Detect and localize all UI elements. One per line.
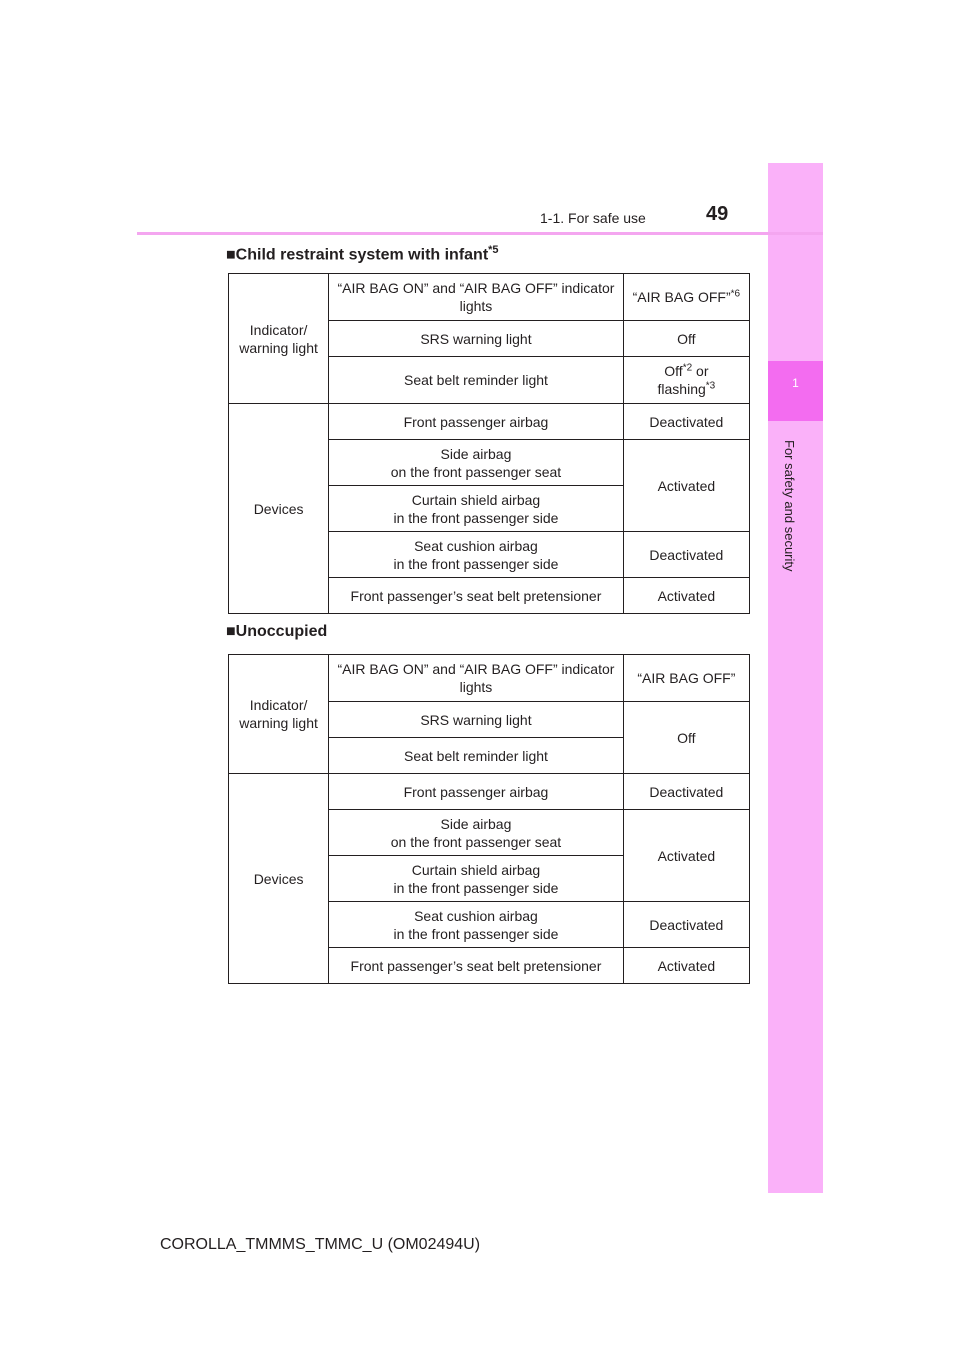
seatbelt-value: Off$^{*2}$ or flashing$^{*3}$ (623, 357, 749, 404)
footer-doc-id: COROLLA_TMMMS_TMMC_U (OM02494U) (160, 1236, 481, 1253)
section-heading-unoccupied (226, 623, 327, 641)
table-row (229, 274, 750, 321)
heading-text: Unoccupied (235, 623, 328, 640)
pretensioner-value: Activated (623, 948, 749, 984)
heading-text: Child restraint system with infant (235, 246, 489, 264)
table-row (229, 774, 750, 810)
devices-label-cell: Devices (229, 404, 329, 614)
curtain-airbag-cell: Curtain shield airbag in the front passenger side (329, 856, 624, 902)
footnote-ref: *5 (488, 244, 499, 256)
pretensioner-cell: Front passenger’s seat belt pretensioner (329, 578, 624, 614)
side-airbag-cell: Side airbag on the front passenger seat (329, 440, 624, 486)
srs-cell: SRS warning light (329, 321, 624, 357)
srs-cell: SRS warning light (329, 702, 624, 738)
table-row (229, 655, 750, 702)
front-airbag-cell: Front passenger airbag (329, 404, 624, 440)
side-curtain-value: Activated (623, 440, 749, 532)
seatbelt-cell: Seat belt reminder light (329, 357, 624, 404)
front-airbag-value: Deactivated (623, 404, 749, 440)
srs-value: Off (623, 321, 749, 357)
page-number: 49 (706, 203, 729, 225)
infant-status-table (228, 273, 750, 614)
airbag-lights-value: “AIR BAG OFF”$^{*6}$ (623, 274, 749, 321)
side-curtain-value: Activated (623, 810, 749, 902)
airbag-lights-cell: “AIR BAG ON” and “AIR BAG OFF” indicator lights (329, 274, 624, 321)
bullet-square: ■ (226, 246, 236, 264)
header-rule (137, 232, 823, 235)
chapter-number-tab (768, 361, 823, 421)
unoccupied-status-table (228, 654, 750, 984)
pretensioner-cell: Front passenger’s seat belt pretensioner (329, 948, 624, 984)
indicator-label-cell: Indicator/ warning light (229, 655, 329, 774)
cushion-airbag-cell: Seat cushion airbag in the front passenger side (329, 902, 624, 948)
chapter-title: For safety and security (782, 440, 797, 572)
table-row (229, 404, 750, 440)
curtain-airbag-cell: Curtain shield airbag in the front passenger side (329, 486, 624, 532)
section-heading-infant (226, 244, 499, 264)
devices-label-cell: Devices (229, 774, 329, 984)
front-airbag-value: Deactivated (623, 774, 749, 810)
chapter-side-tab (768, 163, 823, 1193)
seatbelt-cell: Seat belt reminder light (329, 738, 624, 774)
airbag-lights-value: “AIR BAG OFF” (623, 655, 749, 702)
cushion-airbag-cell: Seat cushion airbag in the front passenger side (329, 532, 624, 578)
section-header: 1-1. For safe use (540, 210, 646, 226)
cushion-airbag-value: Deactivated (623, 902, 749, 948)
indicator-label-cell: Indicator/ warning light (229, 274, 329, 404)
front-airbag-cell: Front passenger airbag (329, 774, 624, 810)
pretensioner-value: Activated (623, 578, 749, 614)
bullet-square: ■ (226, 623, 236, 640)
cushion-airbag-value: Deactivated (623, 532, 749, 578)
chapter-number: 1 (792, 376, 799, 390)
side-airbag-cell: Side airbag on the front passenger seat (329, 810, 624, 856)
airbag-lights-cell: “AIR BAG ON” and “AIR BAG OFF” indicator lights (329, 655, 624, 702)
srs-seatbelt-value: Off (623, 702, 749, 774)
